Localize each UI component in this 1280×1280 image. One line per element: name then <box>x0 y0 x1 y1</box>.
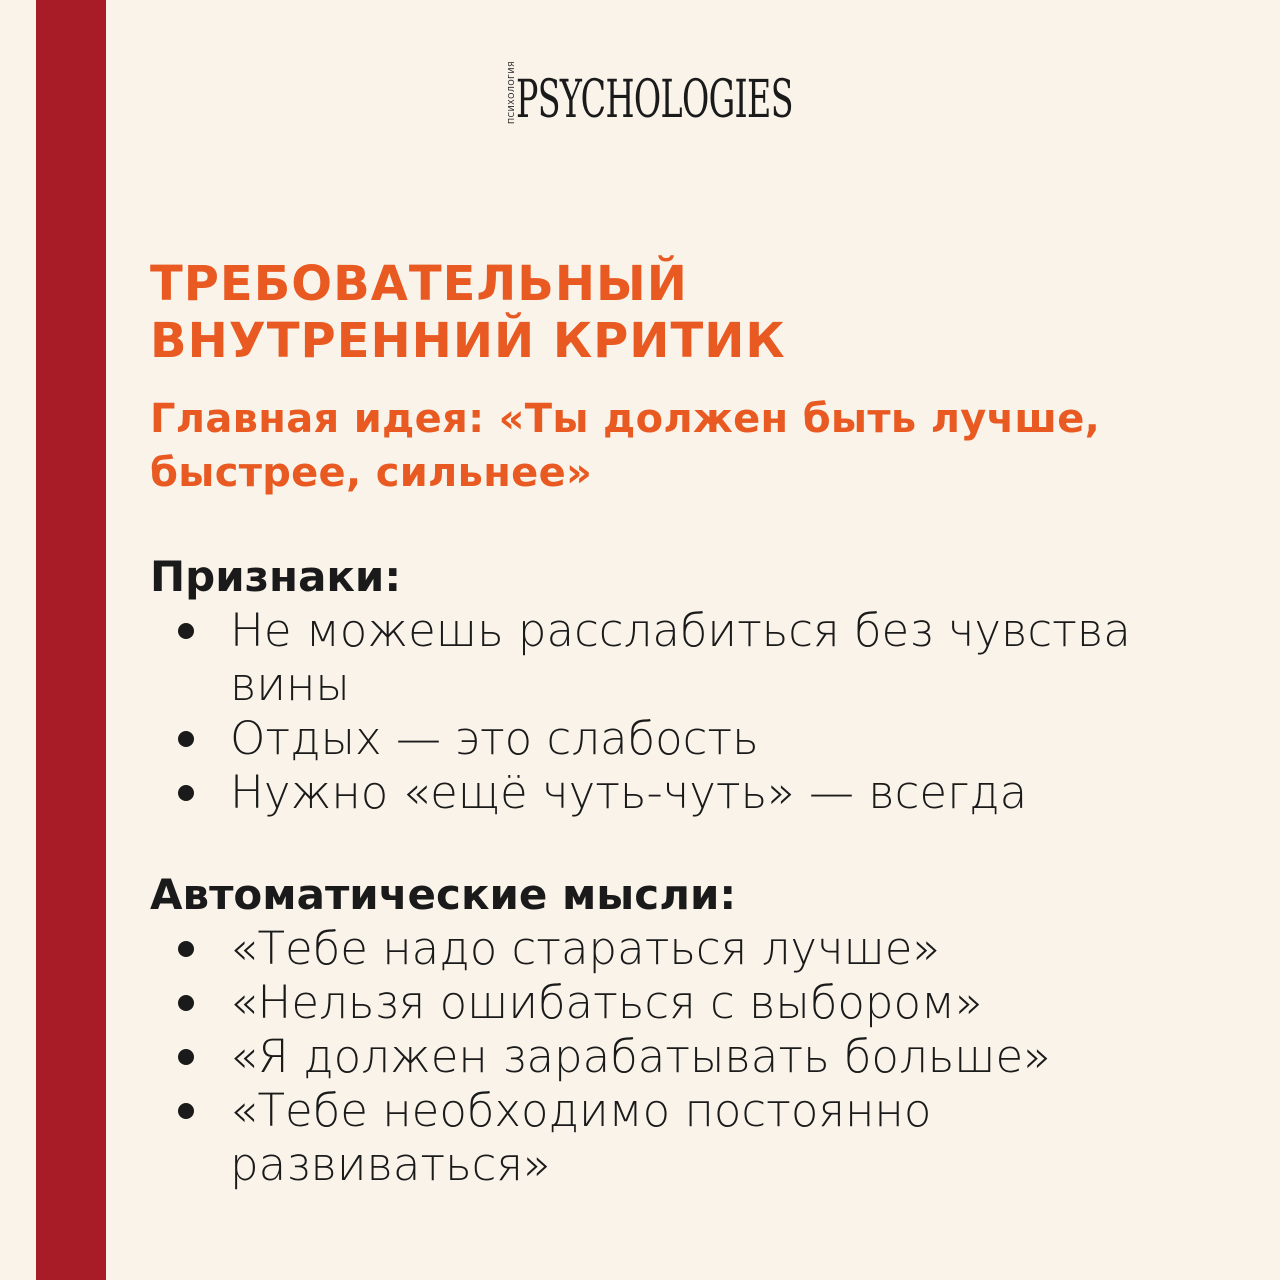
list-item-text: «Я должен зарабатывать больше» <box>230 1030 1051 1083</box>
bullet-icon <box>178 623 194 639</box>
list-item <box>150 766 1131 820</box>
signs-heading: Признаки: <box>150 552 402 601</box>
list-item <box>150 604 1131 712</box>
bullet-icon <box>178 731 194 747</box>
automatic-thoughts-list <box>150 922 1051 1192</box>
list-item <box>150 1084 1051 1192</box>
magazine-logo <box>507 60 949 130</box>
list-item-text: «Тебе надо стараться лучше» <box>230 922 941 975</box>
page-title <box>150 256 786 370</box>
bullet-icon <box>178 1103 194 1119</box>
main-idea-line-1: Главная идея: «Ты должен быть лучше, <box>150 396 1101 442</box>
logo-wordmark: PSYCHOLOGIES <box>516 70 793 130</box>
bullet-icon <box>178 995 194 1011</box>
list-item <box>150 922 1051 976</box>
bullet-icon <box>178 1049 194 1065</box>
list-item <box>150 1030 1051 1084</box>
automatic-thoughts-heading: Автоматические мысли: <box>150 870 737 919</box>
bullet-icon <box>178 785 194 801</box>
title-line-1: ТРЕБОВАТЕЛЬНЫЙ <box>150 256 688 312</box>
list-item <box>150 712 1131 766</box>
list-item-text: «Тебе необходимо постоянно <box>230 1084 932 1137</box>
list-item-text: Нужно «ещё чуть-чуть» — всегда <box>230 766 1028 819</box>
main-idea <box>150 392 1100 500</box>
list-item-text: «Нельзя ошибаться с выбором» <box>230 976 983 1029</box>
main-idea-line-2: быстрее, сильнее» <box>150 450 593 496</box>
side-accent-bar <box>36 0 106 1280</box>
signs-list <box>150 604 1131 820</box>
list-item-text-continued: развиваться» <box>230 1138 551 1191</box>
list-item-text-continued: вины <box>230 658 350 711</box>
list-item-text: Отдых — это слабость <box>230 712 759 765</box>
list-item <box>150 976 1051 1030</box>
logo-subtitle: ПСИХОЛОГИЯ <box>507 60 516 124</box>
list-item-text: Не можешь расслабиться без чувства <box>230 604 1131 657</box>
bullet-icon <box>178 941 194 957</box>
title-line-2: ВНУТРЕННИЙ КРИТИК <box>150 313 786 369</box>
